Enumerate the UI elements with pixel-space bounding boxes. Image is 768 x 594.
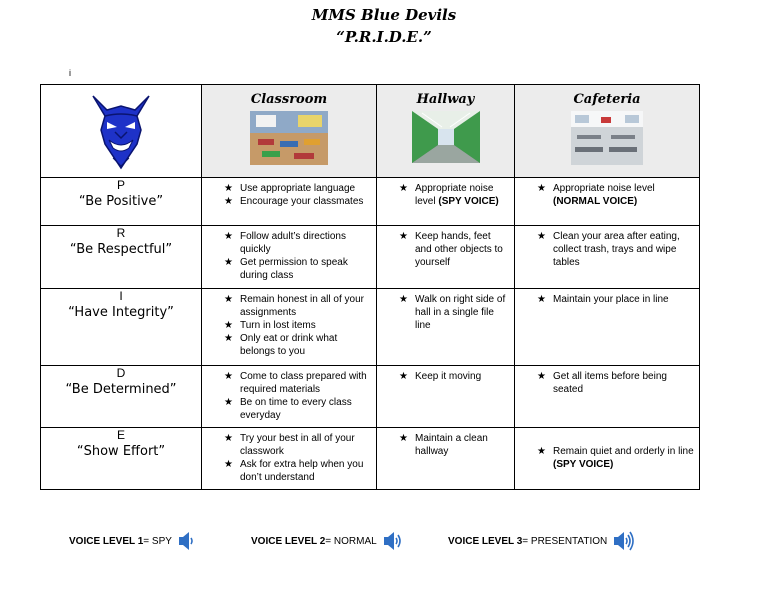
trait-letter: I — [119, 289, 123, 303]
list-item: ★ Appropriate noise level (SPY VOICE) — [399, 183, 499, 207]
column-title-hallway: Hallway — [416, 92, 475, 107]
speaker-medium-icon — [383, 530, 403, 552]
table-header-row — [41, 85, 700, 178]
table-row — [41, 226, 700, 289]
list-item: ★ Remain quiet and orderly in line (SPY VOICE) — [537, 446, 694, 470]
classroom-cell — [202, 178, 377, 226]
trait-cell — [41, 289, 202, 366]
classroom-cell — [202, 428, 377, 490]
stray-mark: i — [69, 68, 71, 78]
star-bullet-icon: ★ — [224, 231, 233, 242]
trait-letter: R — [116, 226, 126, 240]
voice-level-value: = SPY — [143, 535, 172, 547]
star-bullet-icon: ★ — [537, 446, 546, 457]
cafeteria-cell — [515, 428, 700, 490]
list-item: ★ Remain honest in all of your assignments — [224, 294, 364, 318]
hallway-photo-icon — [412, 111, 480, 163]
star-bullet-icon: ★ — [537, 371, 546, 382]
column-header-hallway — [377, 85, 515, 178]
trait-letter: P — [116, 178, 125, 192]
star-bullet-icon: ★ — [224, 397, 233, 408]
voice-level-value: = PRESENTATION — [522, 535, 608, 547]
list-item: ★ Get all items before being seated — [537, 371, 667, 395]
table-row — [41, 366, 700, 428]
hallway-cell — [377, 178, 515, 226]
list-item: ★ Maintain a clean hallway — [399, 433, 488, 457]
star-bullet-icon: ★ — [399, 371, 408, 382]
cafeteria-cell — [515, 226, 700, 289]
voice-level-3 — [448, 530, 637, 552]
voice-level-label: VOICE LEVEL 2 — [251, 535, 326, 547]
star-bullet-icon: ★ — [399, 183, 408, 194]
star-bullet-icon: ★ — [399, 433, 408, 444]
trait-cell — [41, 226, 202, 289]
list-item: ★ Get permission to speak during class — [224, 257, 348, 281]
star-bullet-icon: ★ — [399, 294, 408, 305]
list-item: ★ Keep it moving — [399, 371, 482, 382]
trait-letter: D — [116, 366, 126, 380]
voice-level-label: VOICE LEVEL 1 — [69, 535, 144, 547]
star-bullet-icon: ★ — [224, 371, 233, 382]
document-title: MMS Blue Devils — [311, 6, 457, 24]
trait-cell — [41, 178, 202, 226]
trait-word: “Be Positive” — [78, 194, 164, 209]
star-bullet-icon: ★ — [224, 196, 233, 207]
list-item: ★ Appropriate noise level (NORMAL VOICE) — [537, 183, 655, 207]
trait-word: “Show Effort” — [76, 444, 166, 459]
classroom-photo-icon — [250, 111, 328, 165]
column-header-classroom — [202, 85, 377, 178]
speaker-high-icon — [613, 530, 637, 552]
pride-matrix-table — [40, 84, 700, 490]
trait-word: “Be Respectful” — [69, 242, 173, 257]
cafeteria-cell — [515, 289, 700, 366]
speaker-low-icon — [178, 530, 196, 552]
column-header-cafeteria — [515, 85, 700, 178]
star-bullet-icon: ★ — [224, 257, 233, 268]
hallway-cell — [377, 226, 515, 289]
list-item: ★ Follow adult’s directions quickly — [224, 231, 346, 255]
hallway-cell — [377, 289, 515, 366]
trait-letter: E — [116, 428, 125, 442]
trait-cell — [41, 366, 202, 428]
voice-level-value: = NORMAL — [325, 535, 377, 547]
star-bullet-icon: ★ — [224, 459, 233, 470]
cafeteria-photo-icon — [571, 111, 643, 165]
list-item: ★ Encourage your classmates — [224, 196, 364, 207]
trait-word: “Have Integrity” — [68, 305, 174, 320]
trait-word: “Be Determined” — [65, 382, 177, 397]
cafeteria-cell — [515, 366, 700, 428]
list-item: ★ Walk on right side of hall in a single file line — [399, 294, 506, 331]
document-subtitle: “P.R.I.D.E.” — [336, 28, 432, 46]
star-bullet-icon: ★ — [224, 294, 233, 305]
list-item: ★ Ask for extra help when you don’t understand — [224, 459, 364, 483]
classroom-cell — [202, 366, 377, 428]
list-item: ★ Come to class prepared with required materials — [224, 371, 367, 395]
list-item: ★ Only eat or drink what belongs to you — [224, 333, 338, 357]
table-row — [41, 289, 700, 366]
list-item: ★ Try your best in all of your classwork — [224, 433, 355, 457]
list-item: ★ Be on time to every class everyday — [224, 397, 352, 421]
star-bullet-icon: ★ — [224, 183, 233, 194]
classroom-cell — [202, 289, 377, 366]
hallway-cell — [377, 428, 515, 490]
column-title-classroom: Classroom — [250, 92, 328, 107]
classroom-cell — [202, 226, 377, 289]
voice-level-2 — [251, 530, 403, 552]
list-item: ★ Maintain your place in line — [537, 294, 669, 305]
star-bullet-icon: ★ — [224, 433, 233, 444]
list-item: ★ Turn in lost items — [224, 320, 316, 331]
star-bullet-icon: ★ — [224, 320, 233, 331]
voice-level-label: VOICE LEVEL 3 — [448, 535, 523, 547]
trait-cell — [41, 428, 202, 490]
star-bullet-icon: ★ — [537, 294, 546, 305]
star-bullet-icon: ★ — [399, 231, 408, 242]
list-item: ★ Use appropriate language — [224, 183, 356, 194]
table-row — [41, 178, 700, 226]
logo-cell — [41, 85, 202, 178]
cafeteria-cell — [515, 178, 700, 226]
star-bullet-icon: ★ — [537, 231, 546, 242]
voice-level-1 — [69, 530, 196, 552]
star-bullet-icon: ★ — [224, 333, 233, 344]
column-title-cafeteria: Cafeteria — [573, 92, 641, 107]
list-item: ★ Clean your area after eating, collect trash, trays and wipe tables — [537, 231, 680, 268]
hallway-cell — [377, 366, 515, 428]
star-bullet-icon: ★ — [537, 183, 546, 194]
blue-devil-logo-icon — [83, 92, 159, 170]
list-item: ★ Keep hands, feet and other objects to yourself — [399, 231, 503, 268]
table-row — [41, 428, 700, 490]
